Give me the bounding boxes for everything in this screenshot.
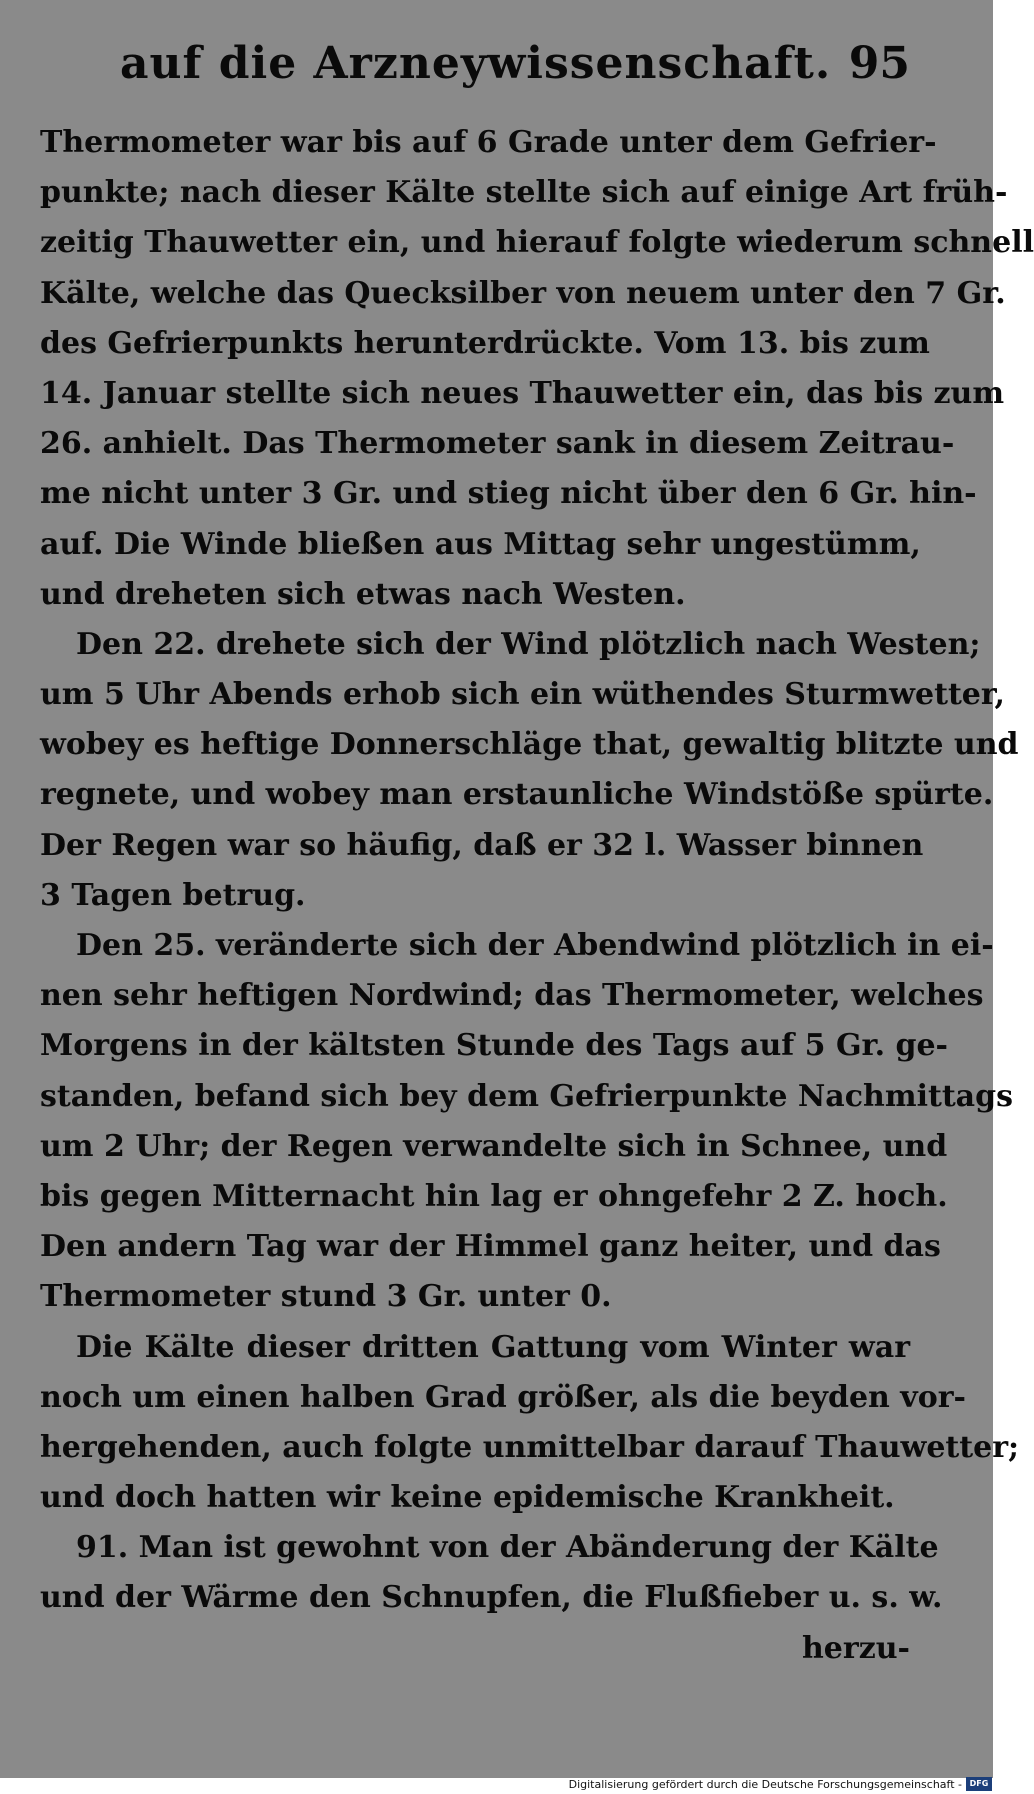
text-line: Den 25. veränderte sich der Abendwind plötzlich in ei- [76, 928, 994, 963]
text-line: hergehenden, auch folgte unmittelbar darauf Thauwetter; [40, 1429, 1020, 1465]
text-line: zeitig Thauwetter ein, und hierauf folgte wiederum schnell [40, 225, 1034, 261]
text-line: und der Wärme den Schnupfen, die Flußfieber u. s. w. [40, 1580, 943, 1616]
text-line: Den 22. drehete sich der Wind plötzlich nach Westen; [76, 626, 981, 662]
text-line: Der Regen war so häufig, daß er 32 l. Wasser binnen [40, 827, 924, 863]
text-line: standen, befand sich bey dem Gefrierpunkte Nachmittags [40, 1078, 1013, 1114]
text-line: Thermometer war bis auf 6 Grade unter dem Gefrier- [40, 125, 937, 160]
page-header [120, 34, 910, 94]
catchword: herzu- [801, 1630, 910, 1666]
page-number: 95 [848, 38, 910, 89]
digitization-credit [569, 1776, 992, 1792]
text-line: punkte; nach dieser Kälte stellte sich auf einige Art früh- [40, 175, 1008, 211]
text-line: und dreheten sich etwas nach Westen. [40, 576, 686, 612]
text-line: noch um einen halben Grad größer, als die beyden vor- [40, 1379, 967, 1415]
text-line: wobey es heftige Donnerschläge that, gewaltig blitzte und [40, 727, 1019, 763]
text-line: 14. Januar stellte sich neues Thauwetter ein, das bis zum [40, 375, 1005, 411]
text-line: auf. Die Winde bließen aus Mittag sehr ungestümm, [40, 526, 921, 562]
running-title: auf die Arzneywissenschaft. [120, 38, 832, 89]
text-line: Thermometer stund 3 Gr. unter 0. [40, 1279, 612, 1315]
text-line: Den andern Tag war der Himmel ganz heiter, und das [40, 1229, 941, 1265]
text-body [40, 118, 1034, 1674]
text-line: und doch hatten wir keine epidemische Krankheit. [40, 1480, 895, 1516]
text-line: regnete, und wobey man erstaunliche Windstöße spürte. [40, 777, 994, 813]
text-line: um 5 Uhr Abends erhob sich ein wüthendes Sturmwetter, [40, 677, 1005, 713]
text-line: Kälte, welche das Quecksilber von neuem unter den 7 Gr. [40, 275, 1006, 311]
text-line: Die Kälte dieser dritten Gattung vom Winter war [76, 1329, 910, 1365]
text-line: me nicht unter 3 Gr. und stieg nicht über den 6 Gr. hin- [40, 476, 977, 512]
credit-text: Digitalisierung gefördert durch die Deutsche Forschungsgemeinschaft - [568, 1777, 962, 1791]
text-line: nen sehr heftigen Nordwind; das Thermometer, welches [40, 978, 984, 1014]
text-line: um 2 Uhr; der Regen verwandelte sich in Schnee, und [40, 1128, 948, 1164]
text-line: 26. anhielt. Das Thermometer sank in diesem Zeitrau- [40, 426, 955, 462]
text-line: Morgens in der kältsten Stunde des Tags auf 5 Gr. ge- [40, 1028, 949, 1064]
text-line: 3 Tagen betrug. [40, 877, 306, 913]
text-line: des Gefrierpunkts herunterdrückte. Vom 13. bis zum [40, 325, 930, 361]
text-line: 91. Man ist gewohnt von der Abänderung der Kälte [76, 1530, 939, 1566]
dfg-logo: DFG [966, 1777, 992, 1791]
text-line: bis gegen Mitternacht hin lag er ohngefehr 2 Z. hoch. [40, 1178, 948, 1214]
